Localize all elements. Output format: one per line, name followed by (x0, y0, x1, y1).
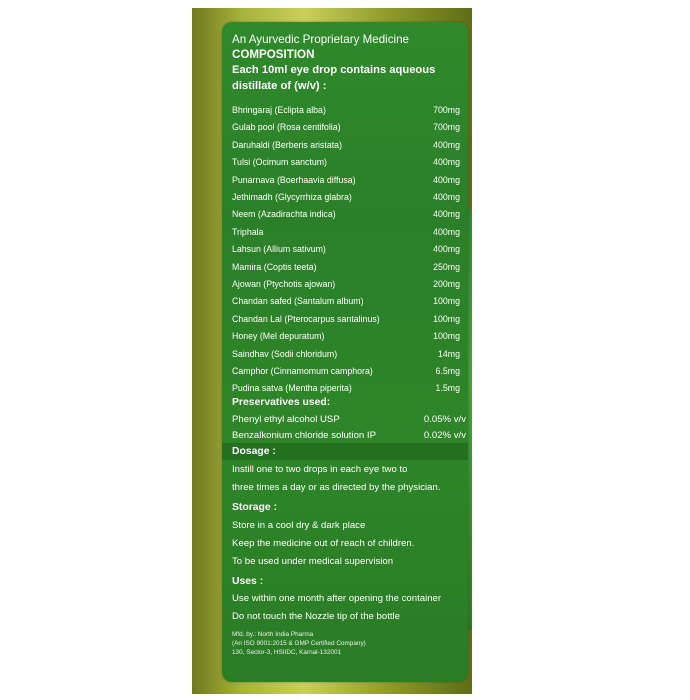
ingredient-qty: 400mg (433, 157, 460, 168)
ingredient-row (232, 189, 460, 205)
ingredient-name: Neem (Azadirachta indica) (232, 209, 336, 220)
storage-line: Keep the medicine out of reach of children. (232, 538, 415, 549)
ingredient-row (232, 328, 460, 344)
ingredient-qty: 400mg (433, 226, 460, 237)
ingredient-qty: 100mg (433, 331, 460, 342)
storage-heading: Storage : (232, 502, 278, 513)
ingredient-row (232, 363, 460, 379)
dosage-line: Instill one to two drops in each eye two to (232, 464, 408, 475)
dosage-heading: Dosage : (222, 443, 468, 460)
ingredient-name: Ajowan (Ptychotis ajowan) (232, 279, 336, 289)
ingredient-row (232, 154, 460, 170)
ingredient-qty: 400mg (433, 192, 460, 202)
ingredient-name: Camphor (Cinnamomum camphora) (232, 366, 373, 376)
ingredient-name: Lahsun (Allium sativum) (232, 244, 326, 255)
preservative-name: Phenyl ethyl alcohol USP (232, 414, 340, 425)
ingredient-qty: 100mg (433, 313, 460, 324)
ingredient-row (232, 259, 460, 275)
ingredient-name: Saindhav (Sodii chloridum) (232, 348, 338, 359)
ingredient-qty: 700mg (433, 122, 460, 133)
ingredient-qty: 6.5mg (435, 366, 460, 376)
ingredient-name: Punarnava (Boerhaavia diffusa) (232, 174, 356, 185)
ingredient-row (232, 137, 460, 153)
preservative-qty: 0.02% v/v (423, 430, 466, 441)
preservative-qty: 0.05% v/v (423, 414, 466, 425)
ingredient-name: Gulab pool (Rosa centifolia) (232, 122, 341, 133)
uses-line: Do not touch the Nozzle tip of the bottle (232, 611, 400, 622)
ingredient-qty: 1.5mg (435, 383, 460, 394)
ingredient-row (232, 241, 460, 257)
composition-label-panel (222, 22, 468, 682)
ingredient-qty: 250mg (433, 261, 460, 272)
ingredient-qty: 14mg (437, 348, 460, 359)
ingredient-row (232, 119, 460, 135)
manufacturer-line: (An ISO 9001:2015 & GMP Certified Company) (232, 640, 366, 647)
storage-line: Store in a cool dry & dark place (232, 520, 366, 531)
ingredient-row (232, 293, 460, 309)
preservative-row (232, 428, 466, 444)
ingredient-qty: 100mg (433, 296, 460, 307)
ingredient-name: Pudina satva (Mentha piperita) (232, 383, 352, 394)
preservative-row (232, 412, 466, 428)
ingredient-row (232, 172, 460, 188)
composition-title: COMPOSITION (232, 48, 315, 61)
ingredient-name: Chandan Lal (Pterocarpus santalinus) (232, 313, 380, 324)
medicine-type: An Ayurvedic Proprietary Medicine (232, 33, 409, 46)
uses-heading: Uses : (232, 576, 264, 587)
ingredient-row (232, 311, 460, 327)
ingredient-name: Tulsi (Ocimum sanctum) (232, 157, 327, 168)
ingredient-qty: 400mg (433, 139, 460, 150)
ingredient-name: Daruhaldi (Berberis aristata) (232, 139, 343, 150)
ingredient-qty: 700mg (433, 105, 460, 115)
ingredient-row (232, 224, 460, 240)
ingredient-qty: 400mg (433, 209, 460, 220)
storage-line: To be used under medical supervision (232, 556, 394, 567)
ingredient-qty: 400mg (433, 244, 460, 255)
preservative-name: Benzalkonium chloride solution IP (232, 430, 376, 441)
ingredient-row (232, 276, 460, 292)
uses-line: Use within one month after opening the container (232, 593, 442, 604)
manufacturer-line: 130, Sector-3, HSIIDC, Karnal-132001 (232, 649, 342, 656)
ingredient-name: Honey (Mel depuratum) (232, 331, 325, 342)
manufacturer-line: Mfd. by.: North India Pharma (232, 631, 314, 638)
ingredient-row (232, 206, 460, 222)
dosage-line: three times a day or as directed by the physician. (232, 482, 441, 493)
ingredient-name: Chandan safed (Santalum album) (232, 296, 364, 307)
ingredient-qty: 200mg (433, 279, 460, 289)
ingredient-name: Bhringaraj (Eclipta alba) (232, 105, 326, 115)
preservatives-heading: Preservatives used: (232, 397, 331, 408)
ingredient-name: Jethimadh (Glycyrrhiza glabra) (232, 192, 352, 202)
ingredient-row (232, 346, 460, 362)
ingredient-qty: 400mg (433, 174, 460, 185)
composition-intro-2: distillate of (w/v) : (232, 80, 327, 92)
composition-intro: Each 10ml eye drop contains aqueous (232, 64, 436, 76)
ingredient-name: Mamira (Coptis teeta) (232, 261, 317, 272)
ingredient-name: Triphala (232, 226, 264, 237)
ingredient-row (232, 102, 460, 118)
